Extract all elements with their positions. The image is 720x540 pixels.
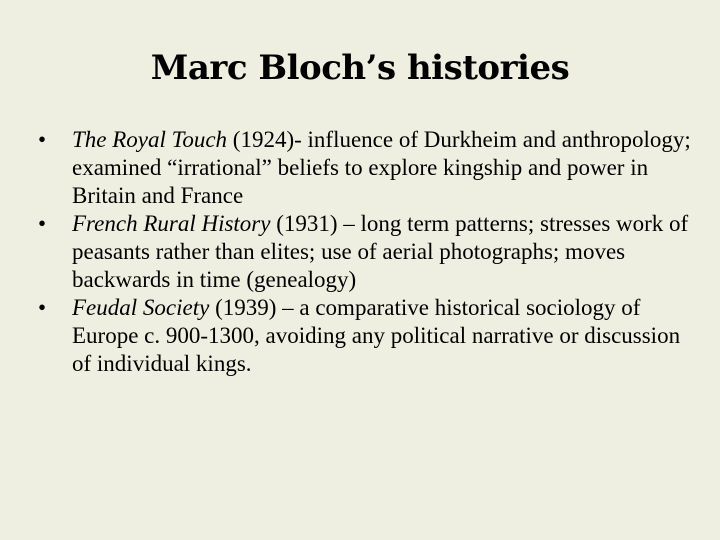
bullet-text: (1924)- influence of Durkheim and anthropology; examined “irrational” beliefs to explore kingship and power in Britain and France [72,127,691,208]
bullet-item-royal-touch [38,126,698,210]
slide-title: Marc Bloch’s histories [150,48,570,88]
bullet-list [38,126,698,378]
bullet-icon: • [38,127,47,152]
bullet-text: (1939) – a comparative historical sociology of Europe c. 900-1300, avoiding any political narrative or discussion of individual kings. [72,295,681,376]
bullet-text: (1931) – long term patterns; stresses work of peasants rather than elites; use of aerial photographs; moves backwards in time (genealogy) [72,211,689,292]
book-title: French Rural History [72,211,271,236]
bullet-item-french-rural-history [38,210,698,294]
bullet-icon: • [38,211,47,236]
bullet-item-feudal-society [38,294,698,378]
book-title: Feudal Society [72,295,210,320]
book-title: The Royal Touch [72,127,228,152]
bullet-icon: • [38,295,47,320]
